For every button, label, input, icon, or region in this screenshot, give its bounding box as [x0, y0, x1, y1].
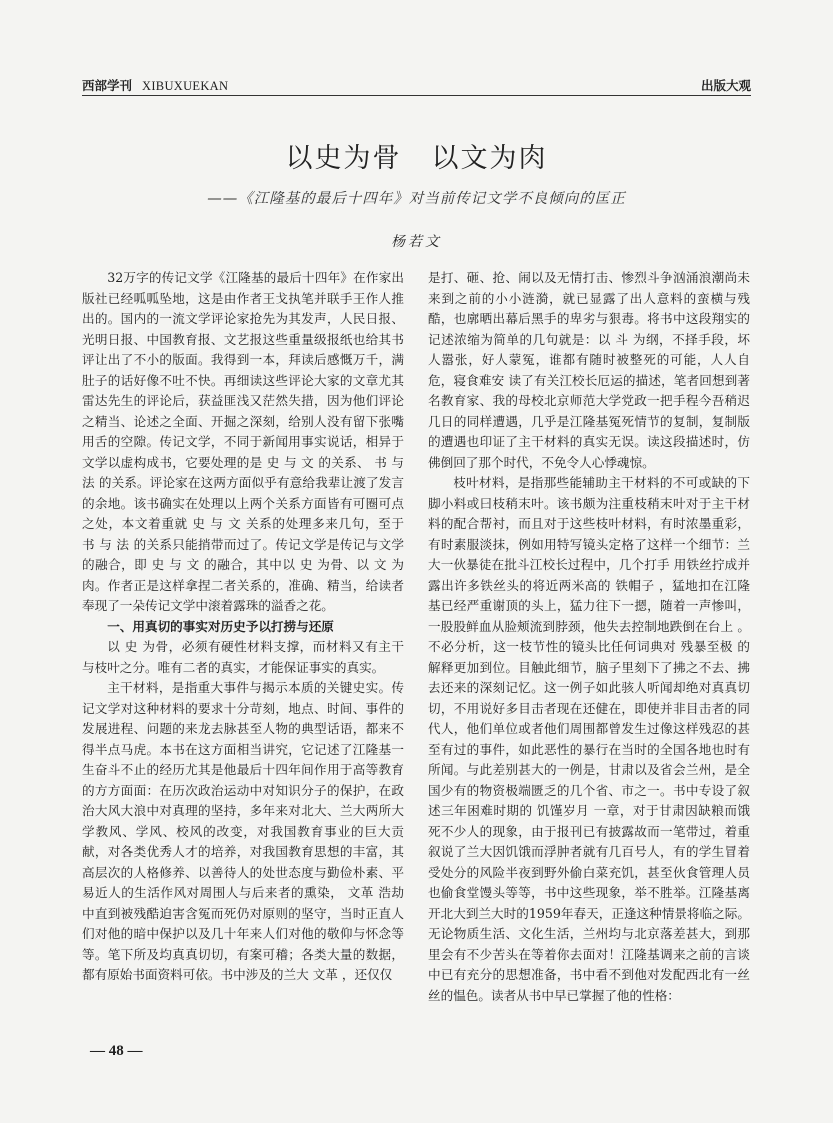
article-author: 杨若文: [391, 234, 442, 250]
paragraph: 以 史 为骨，必须有硬性材料支撑，而材料又有主干与枝叶之分。唯有二者的真实，才能保证事实的真实。: [82, 639, 404, 675]
page-number: — 48 —: [90, 1043, 143, 1059]
left-column: [82, 268, 404, 986]
running-header: [82, 74, 751, 96]
section-name: 出版大观: [700, 78, 751, 93]
article-title: [0, 136, 833, 175]
journal-name-cn: 西部学刊: [82, 78, 133, 93]
article-subtitle: ——《江隆基的最后十四年》对当前传记文学不良倾向的匡正: [207, 191, 626, 207]
journal-name: [82, 76, 228, 94]
section-heading: 一、用真切的事实对历史予以打捞与还原: [107, 618, 334, 634]
title-part-2: 以文为肉: [431, 143, 548, 174]
journal-name-en: XIBUXUEKAN: [142, 79, 229, 93]
title-part-1: 以史为骨: [285, 143, 402, 174]
paragraph: 枝叶材料，是指那些能辅助主干材料的不可或缺的下脚小料或曰枝稍末叶。该书颇为注重枝稍末叶对于主干材料的配合帮衬，而且对于这些枝叶材料，有时浓墨重彩，有时素服淡抹，例如用特写镜头定格了这样一个细节：兰大一伙暴徒在批斗江校长过程中，几个打手 用铁丝拧成并露出许多铁丝头的将近两米高的 铁帽子 ，猛地扣在江隆基已经严重谢顶的头上，猛力往下一摁，随着一声惨叫，一股股鲜血从脸颊流到脖颈，他失去控制地跌倒在台上 。不必分析，这一枝节性的镜头比任何词典对 残暴至极 的解释更加到位。目触此细节，脑子里刻下了拂之不去、拂去还来的深刻记忆。这一例子如此骇人听闻却绝对真真切切，不用说好多目击者现在还健在，即使并非目击者的同代人，他们单位或者他们周围都曾发生过像这样残忍的甚至有过的事件，如此恶性的暴行在当时的全国各地也时有所闻。与此差别甚大的一例是，甘肃以及省会兰州，是全国少有的物资极端匮乏的几个省、市之一。书中专设了叙述三年困难时期的 饥馑岁月 一章，对于甘肃因缺粮而饿死不少人的现象，由于报刊已有披露故而一笔带过，着重叙说了兰大因饥饿而浮肿者就有几百号人，有的学生冒着受处分的风险半夜到野外偷白菜充饥，甚至伙食管理人员也偷食堂馒头等等，书中这些现象，举不胜举。江隆基离开北大到兰大时的1959年春天，正逢这种情景将临之际。无论物质生活、文化生活，兰州均与北京落差甚大，到那里会有不少苦头在等着你去面对！江隆基调来之前的言谈中已有充分的思想准备，书中看不到他对发配西北有一丝丝的愠色。读者从书中早已掌握了他的性格：: [428, 475, 750, 1003]
right-column: [428, 268, 750, 1006]
paragraph: 主干材料，是指重大事件与揭示本质的关键史实。传记文学对这种材料的要求十分苛刻，地点、时间、事件的发展进程、问题的来龙去脉甚至人物的典型话语，都来不得半点马虎。本书在这方面相当讲究，它记述了江隆基一生奋斗不止的经历尤其是他最后十四年间作用于高等教育的方方面面：在历次政治运动中对知识分子的保护，在政治大风大浪中对真理的坚持，多年来对北大、兰大两所大学教风、学风、校风的改变，对我国教育事业的巨大贡献，对各类优秀人才的培养，对我国教育思想的丰富，其高层次的人格修养、以善待人的处世态度与勤俭朴素、平易近人的生活作风对周围人与后来者的熏染， 文革 浩劫中直到被残酷迫害含冤而死仍对原则的坚守，当时正直人们对他的暗中保护以及几十年来人们对他的敬仰与怀念等等。笔下所及均真真切切，有案可稽；各类大量的数据，都有原始书面资料可依。书中涉及的兰大 文革 ，还仅仅: [82, 680, 404, 982]
paragraph: 是打、砸、抢、闹以及无情打击、惨烈斗争汹涌浪潮尚未来到之前的小小涟漪，就已显露了出人意料的蛮横与残酷，也廓晒出幕后黑手的卑劣与狠毒。将书中这段翔实的记述浓缩为简单的几句就是：以 斗 为纲，不择手段，坏人嚣张，好人蒙冤，谁都有随时被整死的可能，人人自危，寝食难安 读了有关江校长厄运的描述，笔者回想到著名教育家、我的母校北京师范大学党政一把手程今吾稍迟几日的同样遭遇，几乎是江隆基冤死情节的复制，复制版的遭遇也印证了主干材料的真实无误。读这段描述时，仿佛倒回了那个时代，不免令人心悸魂惊。: [428, 270, 750, 470]
paragraph: 32万字的传记文学《江隆基的最后十四年》在作家出版社已经呱呱坠地，这是由作者王戈执笔并联手王作人推出的。国内的一流文学评论家抢先为其发声，人民日报、光明日报、中国教育报、文艺报这些重量级报纸也给其书评让出了不小的版面。我得到一本，拜读后感慨万千，满肚子的话好像不吐不快。再细读这些评论大家的文章尤其雷达先生的评论后，获益匪浅又茫然失措，因为他们评论之精当、论述之全面、开掘之深刻，给别人没有留下张嘴用舌的空隙。传记文学，不同于新闻用事实说话，相异于文学以虚构成书，它要处理的是 史 与 文 的关系、 书 与 法 的关系。评论家在这两方面似乎有意给我辈让渡了发言的余地。该书确实在处理以上两个关系方面皆有可圈可点之处，本文着重就 史 与 文 关系的处理多来几句，至于 书 与 法 的关系只能捎带而过了。传记文学是传记与文学的融合，即 史 与 文 的融合，其中以 史 为骨、以 文 为肉。作者正是这样拿捏二者关系的，准确、精当，给读者奉现了一朵传记文学中滚着露珠的溢香之花。: [82, 270, 404, 613]
header-rule: [82, 95, 751, 96]
